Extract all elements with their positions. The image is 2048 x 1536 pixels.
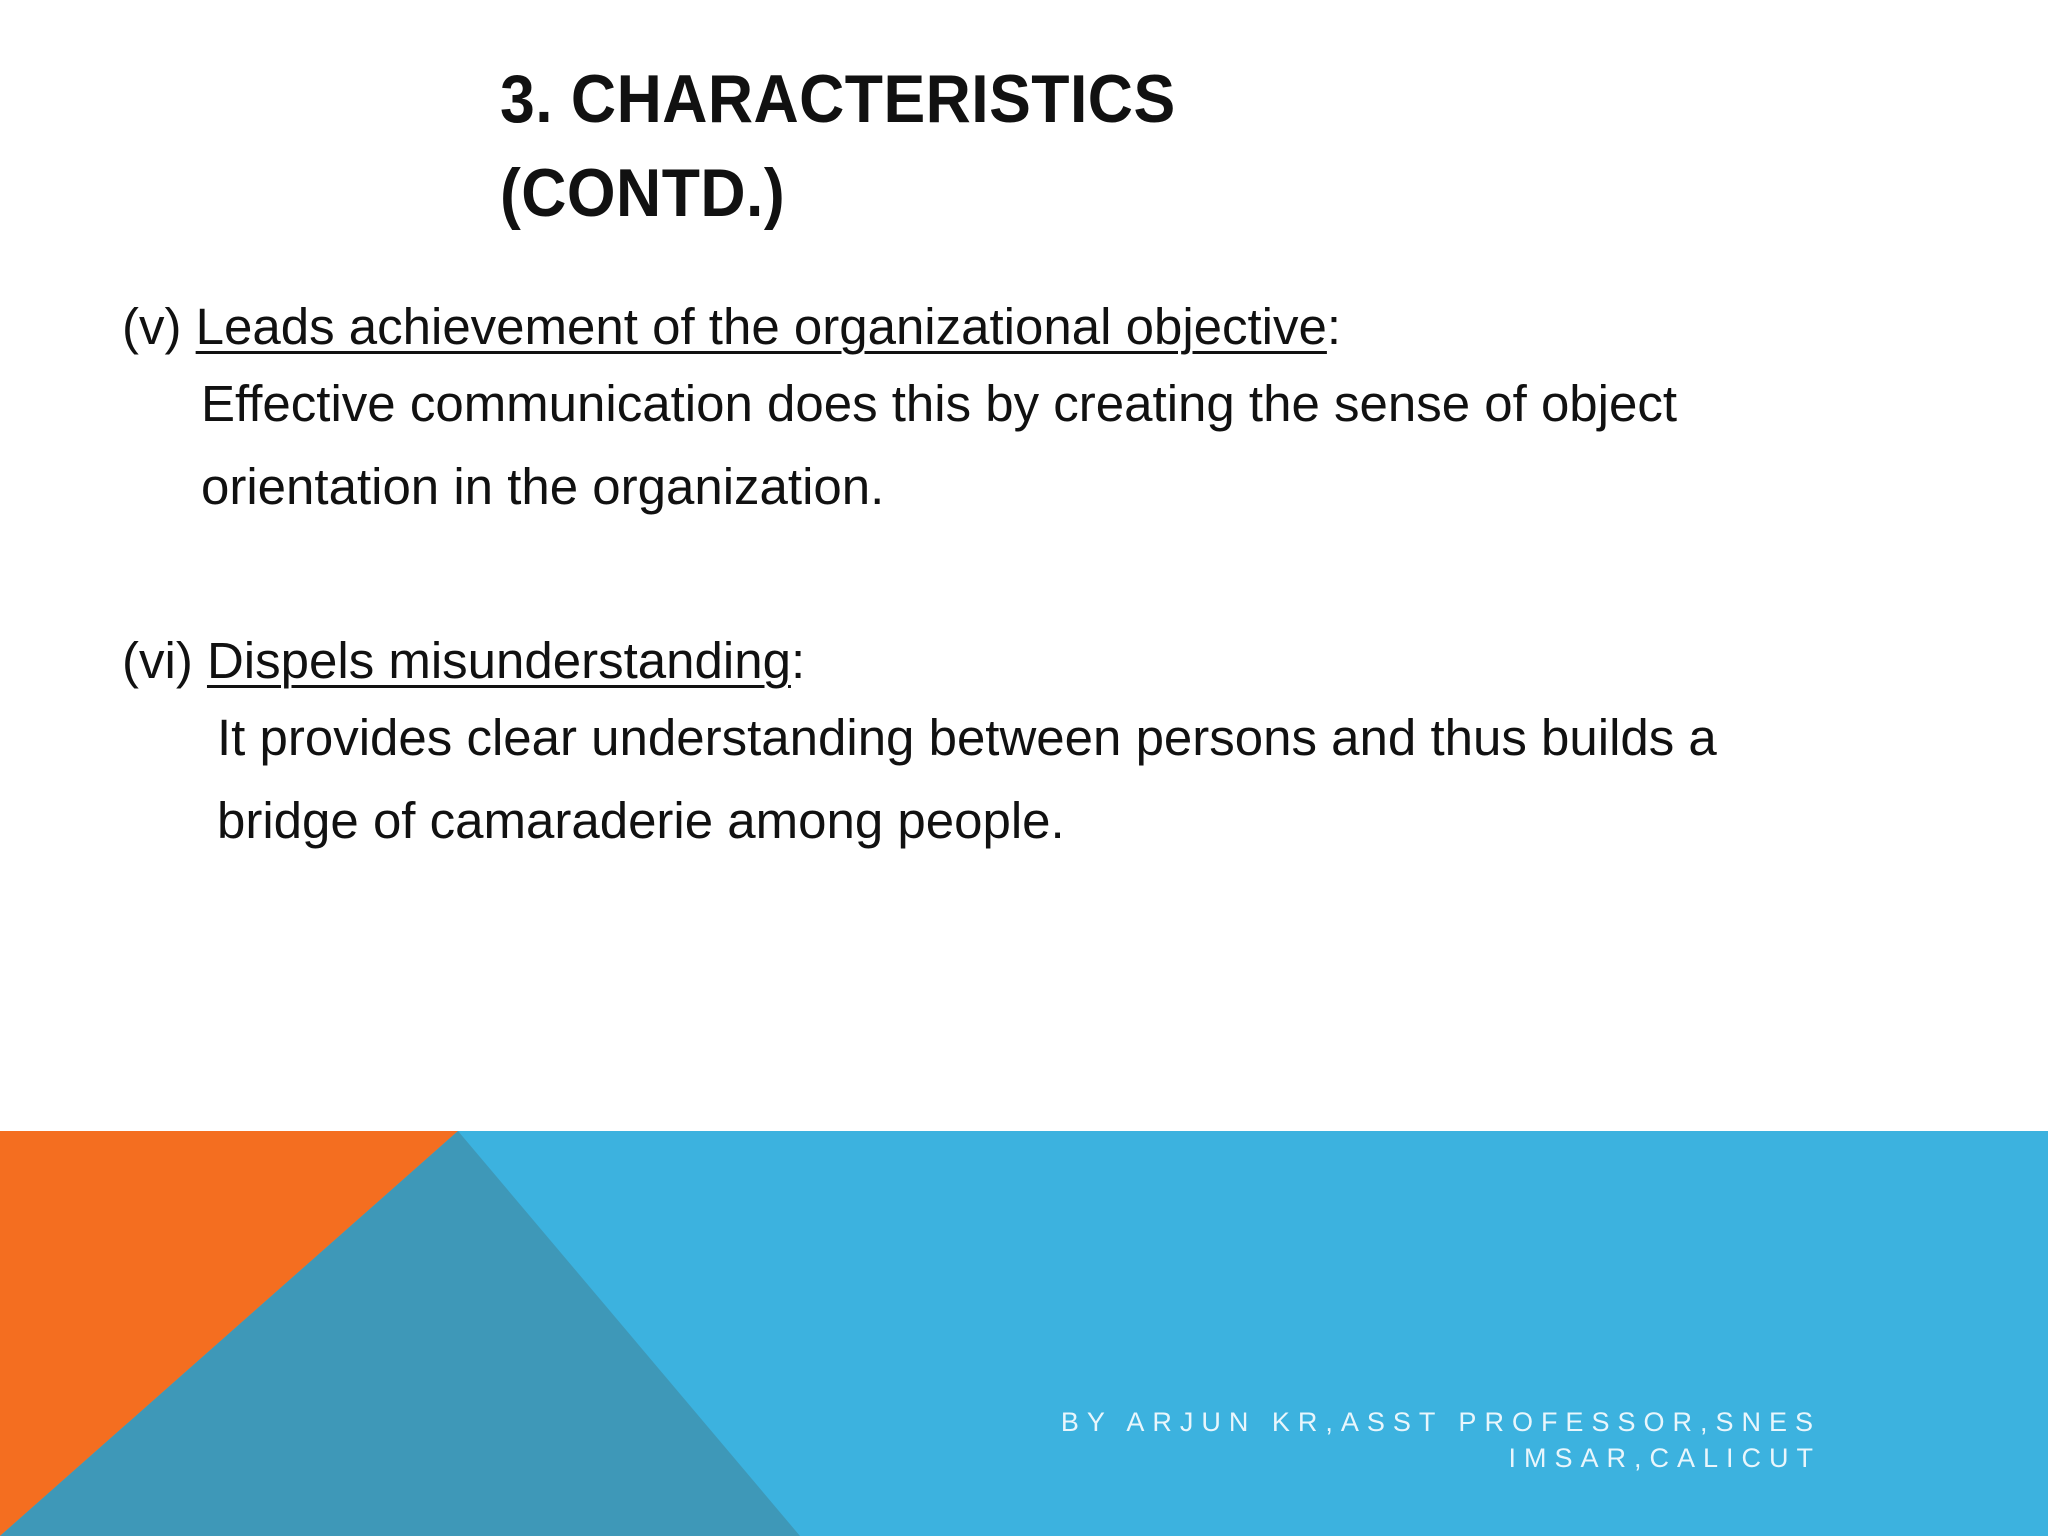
slide-title	[500, 52, 1328, 240]
item-vi-body-line-2: bridge of camaraderie among people.	[217, 792, 1065, 849]
item-v-body-line-2: orientation in the organization.	[201, 458, 885, 515]
item-vi-body-line-1: It provides clear understanding between persons and thus builds a	[217, 709, 1717, 766]
item-vi-body	[217, 696, 1717, 862]
item-vi-marker: (vi)	[122, 632, 207, 689]
item-vi-colon: :	[790, 632, 806, 689]
slide-title-line-1: 3. CHARACTERISTICS	[500, 61, 1176, 137]
item-vi-heading	[122, 631, 805, 691]
item-v-heading	[122, 297, 1341, 357]
item-v-marker: (v)	[122, 298, 196, 355]
footer-credit-line-2: IMSAR,CALICUT	[1508, 1443, 1821, 1473]
item-v-colon: :	[1326, 298, 1342, 355]
item-v-heading-text: Leads achievement of the organizational objective	[195, 298, 1327, 355]
item-vi-heading-text: Dispels misunderstanding	[206, 632, 791, 689]
footer-credit-line-1: BY ARJUN KR,ASST PROFESSOR,SNES	[1060, 1407, 1821, 1437]
item-v-body-line-1: Effective communication does this by creating the sense of object	[201, 375, 1678, 432]
slide-title-line-2: (CONTD.)	[500, 155, 786, 231]
item-v-body	[201, 362, 1677, 528]
footer-credit	[1061, 1404, 1821, 1476]
